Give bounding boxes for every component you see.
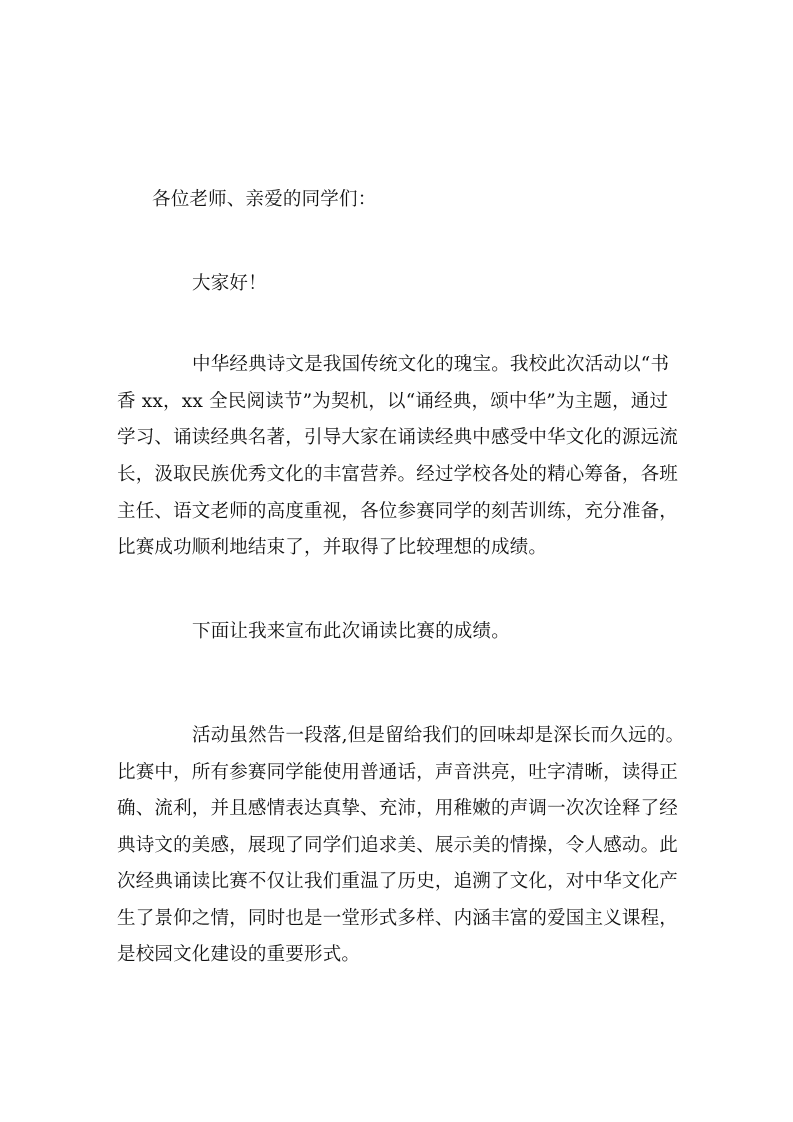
paragraph-line: 长，汲取民族优秀文化的丰富营养。经过学校各处的精心筹备，各班 [117, 464, 679, 485]
paragraph-line: 香 xx，xx 全民阅读节”为契机，以“诵经典，颂中华”为主题，通过 [117, 391, 669, 412]
paragraph-line: 典诗文的美感，展现了同学们追求美、展示美的情操，令人感动。此 [117, 835, 679, 856]
salutation: 各位老师、亲爱的同学们： [152, 189, 377, 210]
paragraph-line: 主任、语文老师的高度重视，各位参赛同学的刻苦训练，充分准备， [117, 501, 679, 522]
paragraph-line: 确、流利，并且感情表达真挚、充沛，用稚嫩的声调一次次诠释了经 [117, 798, 679, 819]
paragraph-line: 活动虽然告一段落,但是留给我们的回味却是深长而久远的。 [192, 725, 685, 746]
paragraph-line: 次经典诵读比赛不仅让我们重温了历史，追溯了文化，对中华文化产 [117, 871, 679, 892]
paragraph-line: 中华经典诗文是我国传统文化的瑰宝。我校此次活动以“书 [192, 354, 670, 375]
paragraph-line: 比赛中，所有参赛同学能使用普通话，声音洪亮，吐字清晰，读得正 [117, 762, 679, 783]
paragraph-line: 是校园文化建设的重要形式。 [117, 944, 361, 965]
paragraph-line: 比赛成功顺利地结束了，并取得了比较理想的成绩。 [117, 537, 548, 558]
paragraph-line: 学习、诵读经典名著，引导大家在诵读经典中感受中华文化的源远流 [117, 427, 679, 448]
paragraph-2: 下面让我来宣布此次诵读比赛的成绩。 [192, 621, 510, 642]
paragraph-line: 生了景仰之情，同时也是一堂形式多样、内涵丰富的爱国主义课程， [117, 908, 679, 929]
greeting: 大家好！ [192, 273, 267, 294]
